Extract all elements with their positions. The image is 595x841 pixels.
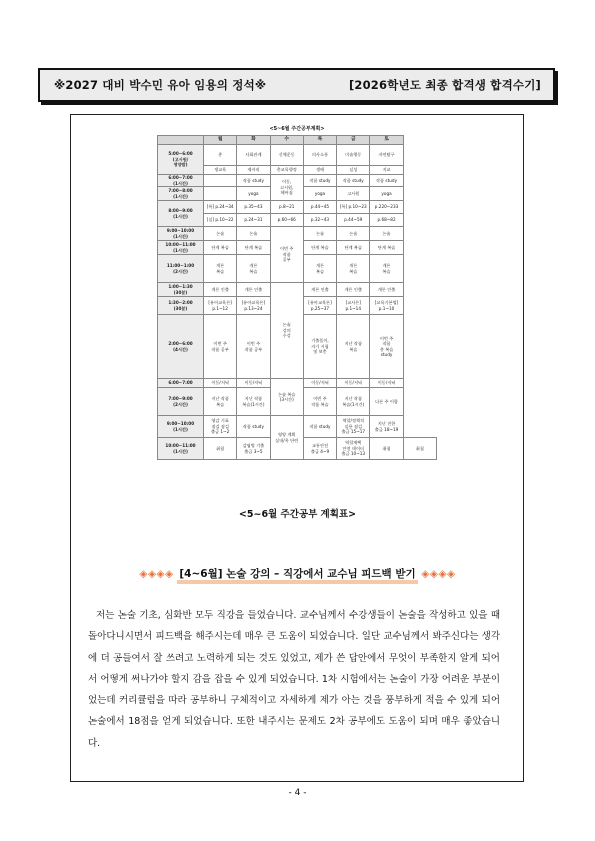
schedule-time-cell: 5:00~6:00 (고시원/ 영양밥) (158, 145, 204, 175)
schedule-cell: 고시원 (337, 187, 370, 201)
schedule-cell: 작품 study (370, 175, 403, 187)
schedule-cell: 교통안전 출금 4~9 (303, 438, 336, 460)
schedule-cell: [특] p.10~23 (337, 201, 370, 214)
schedule-cell: 지난 작품 복습 (337, 315, 370, 379)
schedule-cell: 생교육 (204, 166, 237, 175)
schedule-cell: 이동/저녁 (303, 379, 336, 388)
schedule-cell: 이동, 고시원, 헤어짐 (270, 175, 303, 201)
schedule-title: <5~6월 주간공부계획> (269, 126, 325, 132)
schedule-cell: p.44~45 (303, 201, 336, 214)
schedule-cell (204, 175, 237, 187)
schedule-cell: [실] p.10~22 (204, 214, 237, 227)
schedule-time-cell: 6:00~7:00 (1시간) (158, 175, 204, 187)
schedule-time-cell: 9:00~10:00 (1시간) (158, 416, 204, 438)
document-header (38, 68, 555, 102)
schedule-cell: 이번 주 작품 공부 (204, 315, 237, 379)
schedule-day-header: 목 (303, 136, 336, 145)
schedule-time-cell: 8:00~9:00 (1시간) (158, 201, 204, 227)
schedule-cell: 개론 인출 (204, 283, 237, 297)
schedule-cell: 역할/정책적 실용 점검 출금 15~17 (337, 416, 370, 438)
schedule-cell: 의사소통 (303, 145, 336, 166)
schedule-cell: 취침 (403, 438, 436, 460)
schedule-cell: 이동/저녁 (337, 379, 370, 388)
schedule-cell: 개론 인출 (237, 283, 270, 297)
schedule-cell: 작품 study (237, 175, 270, 187)
schedule-time-cell: 11:00~1:00 (2시간) (158, 255, 204, 283)
schedule-cell: 개론 복습 (204, 255, 237, 283)
schedule-cell: 작품 study (303, 175, 336, 187)
schedule-cell: 논술 (237, 227, 270, 241)
section-title: [4~6월] 논술 강의 – 직강에서 교수님 피드백 받기 (177, 568, 417, 584)
schedule-cell: 단계 복습 (204, 241, 237, 255)
schedule-cell: 작품 study (303, 416, 336, 438)
schedule-row (158, 227, 437, 241)
schedule-cell: 생애 (303, 166, 336, 175)
schedule-cell: 실성 (337, 166, 370, 175)
schedule-cell: 단계 복습 (237, 241, 270, 255)
schedule-cell: 개론 인출 (337, 283, 370, 297)
schedule-cell: 이번 주 작품 공부 (237, 315, 270, 379)
schedule-time-cell: 7:00~8:00 (1시간) (158, 187, 204, 201)
section-heading (0, 566, 595, 581)
schedule-cell: [유아교육론] p.25~37 (303, 297, 336, 315)
schedule-cell: 개론 인출 (370, 283, 403, 297)
schedule-cell: yoga (237, 187, 270, 201)
diamond-decor-left: ◈◈◈◈ (139, 568, 174, 580)
schedule-row (158, 145, 437, 166)
schedule-cell: p.8~21 (270, 201, 303, 214)
schedule-day-header: 화 (237, 136, 270, 145)
schedule-cell: 작품 study (337, 175, 370, 187)
schedule-cell: 단계 복습 (303, 241, 336, 255)
schedule-cell (204, 187, 237, 201)
schedule-time-cell: 9:00~10:00 (1시간) (158, 227, 204, 241)
schedule-cell: 취침 (204, 438, 237, 460)
schedule-cell: 이동/저녁 (204, 379, 237, 388)
schedule-time-cell: 10:00~11:00 (1시간) (158, 438, 204, 460)
schedule-cell: 자연탐구 (370, 145, 403, 166)
header-right-title: [2026학년도 최종 합격생 합격수기] (348, 78, 541, 92)
page-number: - 4 - (288, 788, 307, 798)
schedule-cell: 개론 복습 (237, 255, 270, 283)
schedule-time-cell: 10:00~11:00 (1시간) (158, 241, 204, 255)
schedule-cell: 영양 계획 실내/옥 단련 (270, 416, 303, 460)
schedule-cell: p.35~43 (237, 201, 270, 214)
schedule-cell: 총교육행정 (270, 166, 303, 175)
schedule-cell: 사회관계 (237, 145, 270, 166)
schedule-cell: 지난 작품 복습(1시간) (337, 388, 370, 416)
schedule-cell: 역할재택 안전 데이터 출금 10~13 (337, 438, 370, 460)
schedule-day-header: 금 (337, 136, 370, 145)
schedule-cell: p.68~82 (370, 214, 403, 227)
schedule-cell: p.60~66 (270, 214, 303, 227)
schedule-row (158, 379, 437, 388)
schedule-cell: 단계 복습 (370, 241, 403, 255)
schedule-time-cell: 1:30~2:00 (30분) (158, 297, 204, 315)
schedule-cell: [유아교육론] p.1~12 (204, 297, 237, 315)
schedule-cell: 작품 study (237, 416, 270, 438)
schedule-cell: yoga (370, 187, 403, 201)
schedule-cell: 감염병 기출 출금 3~5 (237, 438, 270, 460)
schedule-time-cell: 7:00~9:00 (2시간) (158, 388, 204, 416)
diamond-decor-right: ◈◈◈◈ (421, 568, 456, 580)
schedule-cell: 기출풀이, 자기 시험 및 보충 (303, 315, 336, 379)
schedule-cell: 개론 인출 (303, 283, 336, 297)
schedule-cell: [교사론] p.1~14 (337, 297, 370, 315)
schedule-day-header: 토 (370, 136, 403, 145)
schedule-row (158, 201, 437, 214)
schedule-cell: 총 (204, 145, 237, 166)
schedule-header-row (158, 136, 437, 145)
schedule-day-header: 수 (270, 136, 303, 145)
schedule-corner-cell (158, 136, 204, 145)
schedule-row (158, 416, 437, 438)
schedule-cell: 이번 주 작품 복습 (303, 388, 336, 416)
schedule-cell: 개론 복습 (370, 255, 403, 283)
schedule-cell: p.24~31 (237, 214, 270, 227)
study-schedule (157, 125, 437, 460)
schedule-cell: 제자직 (237, 166, 270, 175)
schedule-cell: 지난 작품 복습(1시간) (237, 388, 270, 416)
schedule-cell: 논술 복습 (3시간) (270, 379, 303, 416)
header-left-title: ※2027 대비 박수민 유아 임용의 정석※ (54, 78, 267, 92)
schedule-cell: 지난 작품 복습 (204, 388, 237, 416)
schedule-cell: 이번 주 작품 공부 (270, 227, 303, 283)
schedule-cell: [유아교육론] p.13~24 (237, 297, 270, 315)
schedule-cell: 취침 (370, 438, 403, 460)
schedule-cell: yoga (303, 187, 336, 201)
schedule-cell: 다른 주 이합 (370, 388, 403, 416)
schedule-cell: [교육기본법] p.1~10 (370, 297, 403, 315)
schedule-cell: 단계 복습 (337, 241, 370, 255)
schedule-cell: p.220~233 (370, 201, 403, 214)
schedule-cell: p.44~59 (337, 214, 370, 227)
schedule-cell: [특] p.24~34 (204, 201, 237, 214)
body-paragraph: 저는 논술 기초, 심화반 모두 직강을 들었습니다. 교수님께서 수강생들이 논술을 작성하고 있을 때 돌아다니시면서 피드백을 해주시는데 매우 큰 도움이 되었습니다. 일단 교수님께서 봐주신다는 생각에 더 공들여서 잘 쓰려고 노력하게 되는 것도 있었고, 제가 쓴 답안에서 무엇이 부족한지 알게 되어서 어떻게 써나가야 할지 감을 잡을 수 있게 되었습니다. 1차 시험에서는 논술이 가장 어려운 부분이었는데 커리큘럼을 따라 공부하니 구체적이고 자세하게 제가 아는 것을 풍부하게 적을 수 있게 되어 논술에서 18점을 얻게 되었습니다. 또한 내주시는 문제도 2차 공부에도 도움이 되며 매우 좋았습니다. (88, 610, 500, 749)
schedule-time-cell: 2:00~6:00 (4시간) (158, 315, 204, 379)
schedule-cell: p.32~43 (303, 214, 336, 227)
schedule-caption: <5~6월 주간공부 계획표> (238, 509, 357, 520)
schedule-cell: 논술 (303, 227, 336, 241)
schedule-table (157, 135, 437, 460)
schedule-cell: 미술행동 (337, 145, 370, 166)
schedule-cell: 영감 기표 점검 점검 출금 1~2 (204, 416, 237, 438)
schedule-cell: 지교 (370, 166, 403, 175)
schedule-day-header: 월 (204, 136, 237, 145)
schedule-cell: 개론 복습 (303, 255, 336, 283)
schedule-cell: 이동/저녁 (237, 379, 270, 388)
schedule-cell: 이동/저녁 (370, 379, 403, 388)
schedule-cell: 논술 강의 수강 (270, 283, 303, 379)
schedule-cell: 개론 복습 (337, 255, 370, 283)
schedule-row (158, 175, 437, 187)
schedule-cell: 논술 (204, 227, 237, 241)
schedule-cell: 이번 주 작품 총 복습 study (370, 315, 403, 379)
schedule-time-cell: 6:00~7:00 (158, 379, 204, 388)
schedule-row (158, 283, 437, 297)
schedule-cell: 논술 (370, 227, 403, 241)
schedule-cell: 논술 (337, 227, 370, 241)
schedule-time-cell: 1:00~1:30 (30분) (158, 283, 204, 297)
schedule-cell: 지난 진한 출금 18~19 (370, 416, 403, 438)
schedule-cell: 신체운동 (270, 145, 303, 166)
